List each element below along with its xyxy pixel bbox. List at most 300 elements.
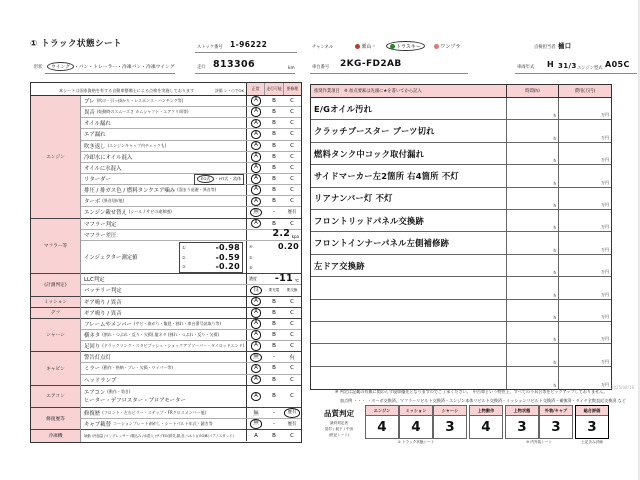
rating-letter: C	[290, 365, 294, 372]
item-note: 始動 /冷風量 /コンプレッサー /噛込み /水混入 /サブEG(排気,錆,音,ベルト)/ EG庫(コア / スタンド)	[84, 434, 234, 439]
cost-cell	[558, 344, 611, 365]
item-cell	[81, 285, 246, 295]
quality-judgement-block	[310, 404, 610, 456]
rating-option	[283, 332, 301, 338]
rating-option	[283, 176, 301, 182]
shape-separator: ・	[73, 65, 79, 70]
circled-mark: A	[251, 330, 262, 340]
rating-cell	[246, 141, 301, 151]
bonus-examples-note: 加点例 ・・・ ・ターボ交換済、マフラーリビルト交換済・エンジン本体リビルト交換済・ミッションリビルト交換済・補強済・タイヤ全数直近交換済 など	[340, 398, 626, 403]
score-value: 4	[411, 419, 421, 435]
rating-option	[265, 421, 283, 427]
circled-mark: A	[251, 130, 262, 140]
hours-cell	[506, 188, 558, 209]
stock-underline	[195, 52, 297, 53]
inspection-row	[81, 297, 301, 308]
inspection-row	[81, 107, 301, 118]
item-cell	[81, 363, 246, 373]
category-label: エンジン	[46, 154, 65, 160]
work-row	[311, 210, 611, 232]
inspection-row	[81, 352, 301, 363]
rating-cell	[246, 129, 301, 139]
item-cell	[81, 274, 246, 284]
rating-option	[283, 221, 301, 227]
measurement-value: -0.98	[215, 243, 240, 253]
item-note: (始動時のスムーズさ カムシャフト・エアクリ周等)	[96, 109, 189, 115]
rating-cell	[246, 152, 301, 162]
work-item-cell	[311, 367, 506, 389]
item-label: マフラー差圧	[84, 232, 117, 239]
rating-letter: C	[290, 164, 294, 171]
category-label: シャーシ	[46, 333, 65, 339]
rating-letter: C	[290, 120, 294, 127]
rating-option	[283, 353, 301, 361]
page-title: ① トラック状態シート	[30, 39, 122, 49]
item-label: フレームやメンバー	[84, 321, 132, 328]
circled-mark: 無	[250, 353, 263, 363]
rating-option	[283, 288, 301, 293]
rating-letter: -	[273, 410, 275, 417]
rating-letter: -	[273, 354, 275, 361]
rating-letter: C	[290, 220, 294, 227]
rating-option	[247, 96, 265, 106]
rating-option	[247, 308, 265, 318]
rating-option	[265, 310, 283, 316]
rating-option	[265, 143, 283, 149]
rating-option	[283, 187, 301, 193]
cost-cell	[558, 165, 611, 186]
inspection-row	[81, 386, 301, 408]
rating-option	[247, 163, 265, 173]
circled-mark: 無	[250, 208, 263, 218]
work-item-text: 左ドア交換跡	[314, 260, 365, 271]
rating-option	[265, 332, 283, 338]
item-label-2: ヒーター・デフロスター・ブロアモーター	[84, 398, 186, 405]
work-item-cell	[311, 210, 506, 231]
work-item-cell	[311, 98, 506, 119]
work-table-header	[311, 85, 611, 98]
hours-cell	[506, 98, 558, 119]
rating-letter: B	[272, 332, 276, 339]
item-label: プレ	[84, 99, 95, 106]
cost-cell	[558, 367, 611, 389]
work-item-cell	[311, 188, 506, 209]
score-label: 総合評価	[576, 406, 608, 416]
rating-cell	[246, 241, 301, 273]
shape-option: バン	[78, 65, 89, 70]
item-cell	[81, 174, 246, 184]
item-cell	[81, 419, 246, 429]
hours-cell	[506, 210, 558, 231]
cost-unit: 万円	[601, 224, 609, 230]
rating-option	[247, 185, 265, 195]
score-value: 4	[377, 419, 387, 435]
rating-letter: B	[272, 198, 276, 205]
work-row	[311, 188, 611, 210]
category-cell	[31, 430, 80, 441]
rating-cell	[246, 230, 301, 240]
hours-cell	[506, 143, 558, 164]
item-label: 冷却水にオイル混入	[84, 154, 133, 161]
rating-option	[247, 392, 265, 402]
cost-unit: 万円	[601, 202, 609, 208]
rating-letter: B	[272, 98, 276, 105]
circled-mark: A	[251, 174, 262, 184]
circled-mark: A	[251, 141, 262, 151]
rating-cell	[246, 341, 301, 351]
work-item-cell	[311, 232, 506, 253]
item-cell	[81, 308, 246, 318]
cost-cell	[558, 277, 611, 298]
category-label: エアコン	[46, 394, 65, 400]
rating-cell	[246, 408, 301, 418]
measurement-index: ⑥	[249, 265, 253, 271]
circled-mark: A	[251, 341, 262, 351]
rating-letter: -	[273, 421, 275, 428]
work-item-text: リアナンバー灯 不灯	[314, 193, 393, 204]
rating-cell	[246, 297, 301, 307]
rating-letter: B	[272, 220, 276, 227]
circled-mark: A	[251, 297, 262, 307]
category-label: 冷凍機	[48, 434, 63, 439]
hours-cell	[506, 255, 558, 276]
work-row	[311, 165, 611, 187]
cost-unit: 万円	[601, 112, 609, 118]
score-label: 上物状態	[506, 406, 538, 416]
hours-unit: h	[553, 203, 556, 209]
rating-option	[265, 154, 283, 160]
measurement-index: ①	[182, 245, 186, 251]
note-text: 本シートは国家資格を有する自動車整備士による点検を実施しております	[59, 88, 195, 93]
inspection-row	[81, 141, 301, 152]
rating-letter: B	[272, 432, 276, 439]
item-cell	[81, 96, 246, 106]
rating-cell	[246, 207, 301, 217]
measurement-index: ③	[182, 264, 186, 270]
score-value: 3	[587, 419, 597, 435]
item-label: オイルに水混入	[84, 165, 122, 172]
score-value: 4	[481, 419, 491, 435]
score-box	[539, 405, 573, 439]
chassis-underline	[310, 73, 468, 74]
rating-cell	[246, 219, 301, 229]
shape-underline	[45, 73, 175, 74]
score-boxes	[365, 405, 609, 439]
rating-cell	[246, 308, 301, 318]
rating-cell	[246, 107, 301, 117]
rating-letter: B	[272, 393, 276, 400]
inspector-label: 点検担当者	[534, 45, 556, 50]
rating-option	[265, 393, 283, 399]
cost-unit: 万円	[601, 336, 609, 342]
rating-cell	[246, 430, 301, 441]
rating-option	[283, 120, 301, 126]
item-note: (動作・効き)	[107, 389, 131, 395]
quality-title: 品質判定	[324, 409, 354, 418]
rating-option	[283, 365, 301, 371]
retarder-option: EG式	[197, 175, 214, 183]
rating-option	[265, 343, 283, 349]
work-row	[311, 232, 611, 254]
cost-cell	[558, 98, 611, 119]
circled-mark: A	[251, 364, 262, 374]
shape-option: ウイング	[47, 62, 74, 71]
engine-model-label: エンジン型式	[577, 66, 603, 71]
rating-letter: B	[272, 376, 276, 383]
cost-cell	[558, 143, 611, 164]
cost-unit: 万円	[601, 314, 609, 320]
circled-mark: A	[251, 119, 262, 129]
shape-options	[47, 62, 175, 71]
category-column	[31, 96, 81, 442]
item-cell	[81, 341, 246, 351]
score-box	[575, 405, 609, 439]
rating-cell	[246, 352, 301, 362]
item-label: ヘッドランプ	[84, 377, 117, 384]
item-label: オイル漏れ	[84, 121, 111, 128]
rating-option	[247, 197, 265, 207]
inspection-row	[81, 185, 301, 196]
item-cell	[81, 297, 246, 307]
inspection-row	[81, 319, 301, 330]
item-label: ギア鳴り / 異音	[84, 299, 122, 306]
rating-letter: C	[290, 432, 294, 439]
item-label: 警告灯点灯	[84, 355, 111, 362]
rating-letter: -	[273, 209, 275, 216]
stock-number-value: 1-96222	[230, 40, 268, 49]
work-row	[311, 344, 611, 366]
item-note: (シール / サビの違和感)	[128, 209, 172, 215]
rating-letter: 要交換	[286, 287, 298, 292]
circled-mark: A	[251, 152, 262, 162]
retarder-option: HT式	[219, 176, 229, 182]
rating-letter: B	[272, 187, 276, 194]
mileage-value: 813306	[213, 59, 256, 70]
mileage-unit: km	[288, 66, 295, 71]
cost-unit: 万円	[601, 179, 609, 185]
rating-letter: B	[272, 142, 276, 149]
category-cell	[31, 308, 80, 319]
channel-options	[355, 41, 460, 51]
rating-cell	[246, 163, 301, 173]
rating-column-header: 要修理	[283, 83, 301, 95]
chassis-number-label: 車台番号	[312, 65, 330, 70]
cost-cell	[558, 120, 611, 141]
score-value: 3	[445, 419, 455, 435]
hours-unit: h	[553, 180, 556, 186]
circled-mark: A	[251, 392, 262, 402]
circled-mark: 良	[250, 286, 263, 296]
work-row	[311, 300, 611, 322]
score-caption: ③ 内外装シート	[526, 440, 552, 444]
rating-option	[283, 377, 301, 383]
final-judge-names: 晃村 / 坂下 / 中田	[324, 426, 354, 431]
rating-option	[247, 409, 265, 417]
retarder-type-options	[194, 174, 244, 185]
year-underline	[515, 73, 637, 74]
cost-unit: 万円	[601, 246, 609, 252]
inspection-row	[81, 375, 301, 386]
stock-number-label: ストック番号	[197, 45, 223, 50]
rating-option	[283, 131, 301, 137]
rating-option	[265, 209, 283, 215]
item-label: エア漏れ	[84, 132, 106, 139]
rating-option	[247, 219, 265, 229]
shape-option: トレーラー	[93, 65, 118, 70]
work-item-cell	[311, 300, 506, 321]
inspection-row	[81, 152, 301, 163]
rating-letter: B	[272, 164, 276, 171]
final-judge-label: 最終判定者	[330, 421, 348, 425]
measurement-line	[182, 243, 240, 252]
item-cell	[81, 118, 246, 128]
hours-cell	[506, 232, 558, 253]
cost-cell	[558, 232, 611, 253]
work-item-text: クラッチブースター ブーツ切れ	[314, 126, 435, 137]
measurement-index: ④	[249, 244, 253, 250]
inspection-row	[81, 196, 301, 207]
work-row	[311, 277, 611, 299]
inspection-row	[81, 308, 301, 319]
measured-value: 2.2	[272, 228, 291, 240]
rating-column-header: 走行可能	[264, 83, 282, 95]
rating-letter: B	[272, 365, 276, 372]
certification-note	[31, 83, 246, 95]
rating-letter: B	[272, 176, 276, 183]
rating-cell	[246, 174, 301, 184]
rating-option	[247, 208, 265, 218]
work-item-text: E/Gオイル汚れ	[314, 103, 373, 114]
rating-column-header: 正常	[246, 83, 264, 95]
work-item-cell	[311, 322, 506, 343]
item-cell	[81, 375, 246, 385]
shape-separator: ・	[88, 65, 94, 70]
mileage-underline	[195, 73, 295, 74]
rating-letter: B	[272, 131, 276, 138]
rating-letter: 歴有	[287, 422, 297, 428]
item-label: マフラー判定	[84, 221, 117, 228]
work-item-text: 燃料タンク中コック取付漏れ	[314, 148, 425, 159]
date-stamp: 2025/08/18	[610, 385, 634, 390]
rating-letter: B	[272, 320, 276, 327]
shape-label: 形状	[34, 65, 43, 70]
model-year-value: 31/3	[558, 62, 577, 70]
inspection-row	[81, 430, 301, 441]
category-label: 修復歴等	[46, 416, 65, 422]
rating-option	[265, 198, 283, 204]
rating-letter: 歴有	[287, 210, 297, 216]
hours-unit: h	[553, 292, 556, 298]
item-note: (動作・格納・ブレ・欠損・ワイパー等)	[102, 365, 173, 371]
rating-letter: C	[290, 98, 294, 105]
work-item-cell	[311, 344, 506, 365]
category-cell	[31, 352, 80, 385]
retarder-separator: ・	[214, 176, 219, 182]
hours-cell	[506, 300, 558, 321]
item-note: (吹け・引っ掛かり・レスポンス・ハンチング等)	[96, 98, 184, 104]
cost-unit: 万円	[601, 291, 609, 297]
rating-letter: B	[272, 120, 276, 127]
inspection-row	[81, 207, 301, 218]
rating-option	[247, 130, 265, 140]
rating-letter: C	[290, 376, 294, 383]
item-cell	[81, 152, 246, 162]
mileage-label: 走行	[197, 65, 206, 70]
circled-mark: 歴有	[284, 408, 300, 418]
circled-mark: A	[251, 219, 262, 229]
rating-cell	[246, 386, 301, 407]
item-label: 修復歴	[84, 411, 101, 418]
measurement-line	[182, 253, 240, 262]
rating-letter: C	[290, 332, 294, 339]
rating-letter: C	[290, 109, 294, 116]
category-label: (計測判定)	[44, 283, 67, 289]
work-row	[311, 143, 611, 165]
inspection-row	[81, 163, 301, 174]
shape-option: 冷凍バン	[122, 65, 142, 70]
circled-mark: A	[251, 319, 262, 329]
engine-model-value: A05C	[605, 60, 630, 69]
rating-letter: C	[290, 393, 294, 400]
score-value: 3	[551, 419, 561, 435]
item-cell	[81, 196, 246, 206]
disclaimer-note: ※ 判定は記載の有無に関わらず現車優先となりますのでご了承ください。 中古車という特性上、すべての不具合等をピックアップしておりません。	[335, 389, 608, 394]
inspection-row	[81, 241, 301, 274]
circled-mark: A	[251, 375, 262, 385]
category-cell	[31, 297, 80, 308]
rating-letter: C	[290, 309, 294, 316]
rating-option	[247, 433, 265, 439]
rating-cell	[246, 285, 301, 295]
category-label: ミッション	[43, 299, 68, 305]
hours-header: 時間(h)	[506, 85, 558, 97]
work-row	[311, 98, 611, 120]
item-cell	[81, 352, 246, 362]
channel-item	[434, 43, 461, 50]
item-label: ミラー	[84, 366, 101, 373]
rating-option	[283, 343, 301, 349]
item-cell	[81, 230, 246, 240]
rating-letter: C	[290, 187, 294, 194]
item-cell	[81, 129, 246, 139]
measurement-line	[249, 241, 299, 251]
rating-cell	[246, 185, 301, 195]
channel-label: チャンネル	[312, 45, 334, 50]
rating-option	[265, 176, 283, 182]
rating-option	[247, 107, 265, 117]
work-item-cell	[311, 165, 506, 186]
rating-letter: C	[290, 153, 294, 160]
hours-unit: h	[553, 359, 556, 365]
measured-value: -11	[274, 272, 293, 284]
inspection-row	[81, 96, 301, 107]
item-cell	[81, 319, 246, 329]
rating-option	[265, 221, 283, 227]
rating-option	[247, 119, 265, 129]
rating-option	[247, 364, 265, 374]
hours-cell	[506, 277, 558, 298]
final-judge-note: (併記シート)	[328, 432, 350, 437]
rating-option	[247, 341, 265, 351]
item-label: 横ネタ	[84, 333, 101, 340]
measurement-line	[249, 252, 299, 262]
value-prefix: 濃度	[249, 276, 257, 282]
cost-cell	[558, 255, 611, 276]
cost-unit: 万円	[601, 157, 609, 163]
work-item-text: フロントインナーパネル左側補修跡	[314, 238, 450, 249]
rating-option	[265, 299, 283, 305]
inspection-row	[81, 285, 301, 296]
